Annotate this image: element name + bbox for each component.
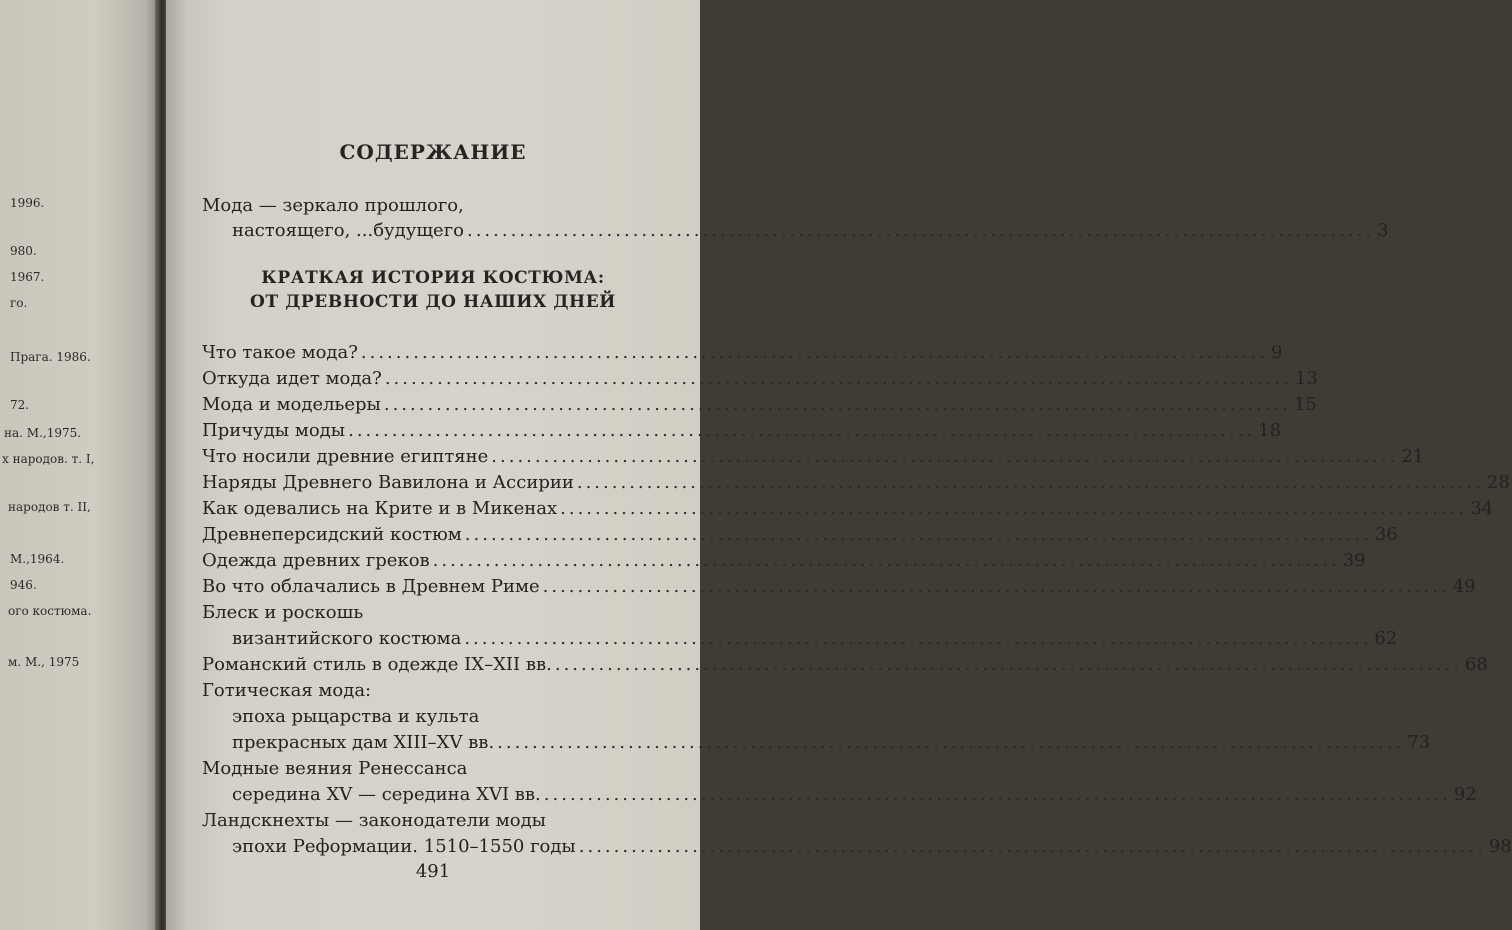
toc-entry xyxy=(202,704,690,730)
toc-entry-page: 73 xyxy=(1407,732,1431,753)
toc-entry xyxy=(202,444,1425,470)
left-page-line: м. М., 1975 xyxy=(8,655,80,669)
left-page xyxy=(0,0,158,930)
toc-leader-dots: ........................................................................................................ xyxy=(576,472,1484,493)
toc-entry-title: Ландскнехты — законодатели моды xyxy=(202,810,546,831)
toc-entry-title: Древнеперсидский костюм xyxy=(202,524,462,545)
toc-entry xyxy=(202,470,1510,496)
right-page xyxy=(166,0,1512,930)
toc-leader-dots: ........................................................................................................ xyxy=(560,498,1468,519)
left-page-line: го. xyxy=(10,296,28,310)
toc-entry xyxy=(202,193,690,219)
toc-entry-title: середина XV — середина XVI вв. xyxy=(232,784,541,805)
toc-leader-dots: ........................................................................................................ xyxy=(348,420,1256,441)
toc-entry-title: Причуды моды xyxy=(202,420,346,441)
toc-leader-dots: ........................................................................................................ xyxy=(464,628,1372,649)
toc-entry-page: 39 xyxy=(1342,550,1366,571)
toc-entry-title: настоящего, ...будущего xyxy=(232,220,464,241)
toc-entry xyxy=(202,678,690,704)
toc-leader-dots: ........................................................................................................ xyxy=(491,446,1399,467)
toc-entry-title: византийского костюма xyxy=(232,628,462,649)
toc-leader-dots: ........................................................................................................ xyxy=(464,524,1372,545)
toc-entry xyxy=(202,574,1476,600)
toc-entry-page: 36 xyxy=(1374,524,1398,545)
left-page-line: на. М.,1975. xyxy=(4,426,82,440)
toc-entry-page: 92 xyxy=(1453,784,1477,805)
toc-entry-title: Откуда идет мода? xyxy=(202,368,382,389)
toc-entry xyxy=(202,600,690,626)
toc-entry-title: эпоха рыцарства и культа xyxy=(232,706,480,727)
left-page-line: М.,1964. xyxy=(10,552,65,566)
toc-leader-dots: ........................................................................................................ xyxy=(432,550,1340,571)
toc-entry-page: 68 xyxy=(1464,654,1488,675)
toc-entry xyxy=(202,340,1283,366)
toc-entry xyxy=(202,626,1398,652)
toc-leader-dots: ........................................................................................................ xyxy=(542,576,1450,597)
toc-entry-page: 98 xyxy=(1488,836,1512,857)
toc-entry xyxy=(202,366,1318,392)
toc-entry-title: Что такое мода? xyxy=(202,342,358,363)
toc-entry-title: прекрасных дам XIII–XV вв. xyxy=(232,732,495,753)
toc-entry-page: 34 xyxy=(1470,498,1494,519)
left-page-line: 1967. xyxy=(10,270,45,284)
toc-entry xyxy=(202,496,1494,522)
left-page-line: 1996. xyxy=(10,196,45,210)
toc-leader-dots: ........................................................................................................ xyxy=(383,394,1291,415)
toc-entry-title: Во что облачались в Древнем Риме xyxy=(202,576,540,597)
toc-entry xyxy=(202,730,1431,756)
section-title-line: ОТ ДРЕВНОСТИ ДО НАШИХ ДНЕЙ xyxy=(250,292,616,312)
toc-entry-page: 3 xyxy=(1377,220,1389,241)
toc-leader-dots: ........................................................................................................ xyxy=(466,220,1375,241)
left-page-line: Прага. 1986. xyxy=(10,350,91,364)
left-page-line: х народов. т. I, xyxy=(2,452,95,466)
toc-entry-title: Мода и модельеры xyxy=(202,394,381,415)
toc-entry xyxy=(202,808,690,834)
toc-entry-page: 15 xyxy=(1293,394,1317,415)
toc-leader-dots: ........................................................................................................ xyxy=(384,368,1292,389)
toc-entry xyxy=(202,782,1477,808)
toc-leader-dots: ........................................................................................................ xyxy=(497,732,1405,753)
contents-heading: СОДЕРЖАНИЕ xyxy=(339,140,527,164)
toc-entry-title: Модные веяния Ренессанса xyxy=(202,758,468,779)
toc-entry-page: 18 xyxy=(1258,420,1282,441)
page-number: 491 xyxy=(415,861,451,882)
toc-entry-title: Одежда древних греков xyxy=(202,550,430,571)
toc-entry-title: Мода — зеркало прошлого, xyxy=(202,195,464,216)
toc-entry-page: 49 xyxy=(1452,576,1476,597)
toc-entry-title: Как одевались на Крите и в Микенах xyxy=(202,498,558,519)
toc-leader-dots: ........................................................................................................ xyxy=(543,784,1451,805)
toc-entry xyxy=(202,548,1366,574)
toc-entry-title: Готическая мода: xyxy=(202,680,372,701)
toc-entry xyxy=(202,652,1488,678)
toc-entry xyxy=(202,522,1398,548)
toc-entry-title: Что носили древние египтяне xyxy=(202,446,489,467)
toc-entry xyxy=(202,756,690,782)
toc-entry-page: 9 xyxy=(1270,342,1283,363)
left-page-line: 946. xyxy=(10,578,37,592)
left-page-line: 980. xyxy=(10,244,37,258)
toc-entry-page: 21 xyxy=(1401,446,1425,467)
toc-entry-title: Наряды Древнего Вавилона и Ассирии xyxy=(202,472,574,493)
toc-entry-title: Блеск и роскошь xyxy=(202,602,364,623)
toc-entry xyxy=(202,218,1389,244)
section-title-line: КРАТКАЯ ИСТОРИЯ КОСТЮМА: xyxy=(261,268,605,288)
left-page-line: 72. xyxy=(10,398,30,412)
toc-entry xyxy=(202,392,1317,418)
toc-entry-page: 13 xyxy=(1294,368,1318,389)
toc-entry xyxy=(202,418,1282,444)
toc-leader-dots: ........................................................................................................ xyxy=(360,342,1268,363)
left-page-line: народов т. II, xyxy=(8,500,91,514)
toc-entry-page: 62 xyxy=(1374,628,1398,649)
toc-entry-title: эпохи Реформации. 1510–1550 годы xyxy=(232,836,576,857)
toc-leader-dots: ........................................................................................................ xyxy=(578,836,1486,857)
toc-entry-title: Романский стиль в одежде IX–XII вв. xyxy=(202,654,552,675)
toc-leader-dots: ........................................................................................................ xyxy=(554,654,1462,675)
left-page-line: ого костюма. xyxy=(8,604,92,618)
toc-entry-page: 28 xyxy=(1486,472,1510,493)
toc-entry xyxy=(202,834,1512,860)
